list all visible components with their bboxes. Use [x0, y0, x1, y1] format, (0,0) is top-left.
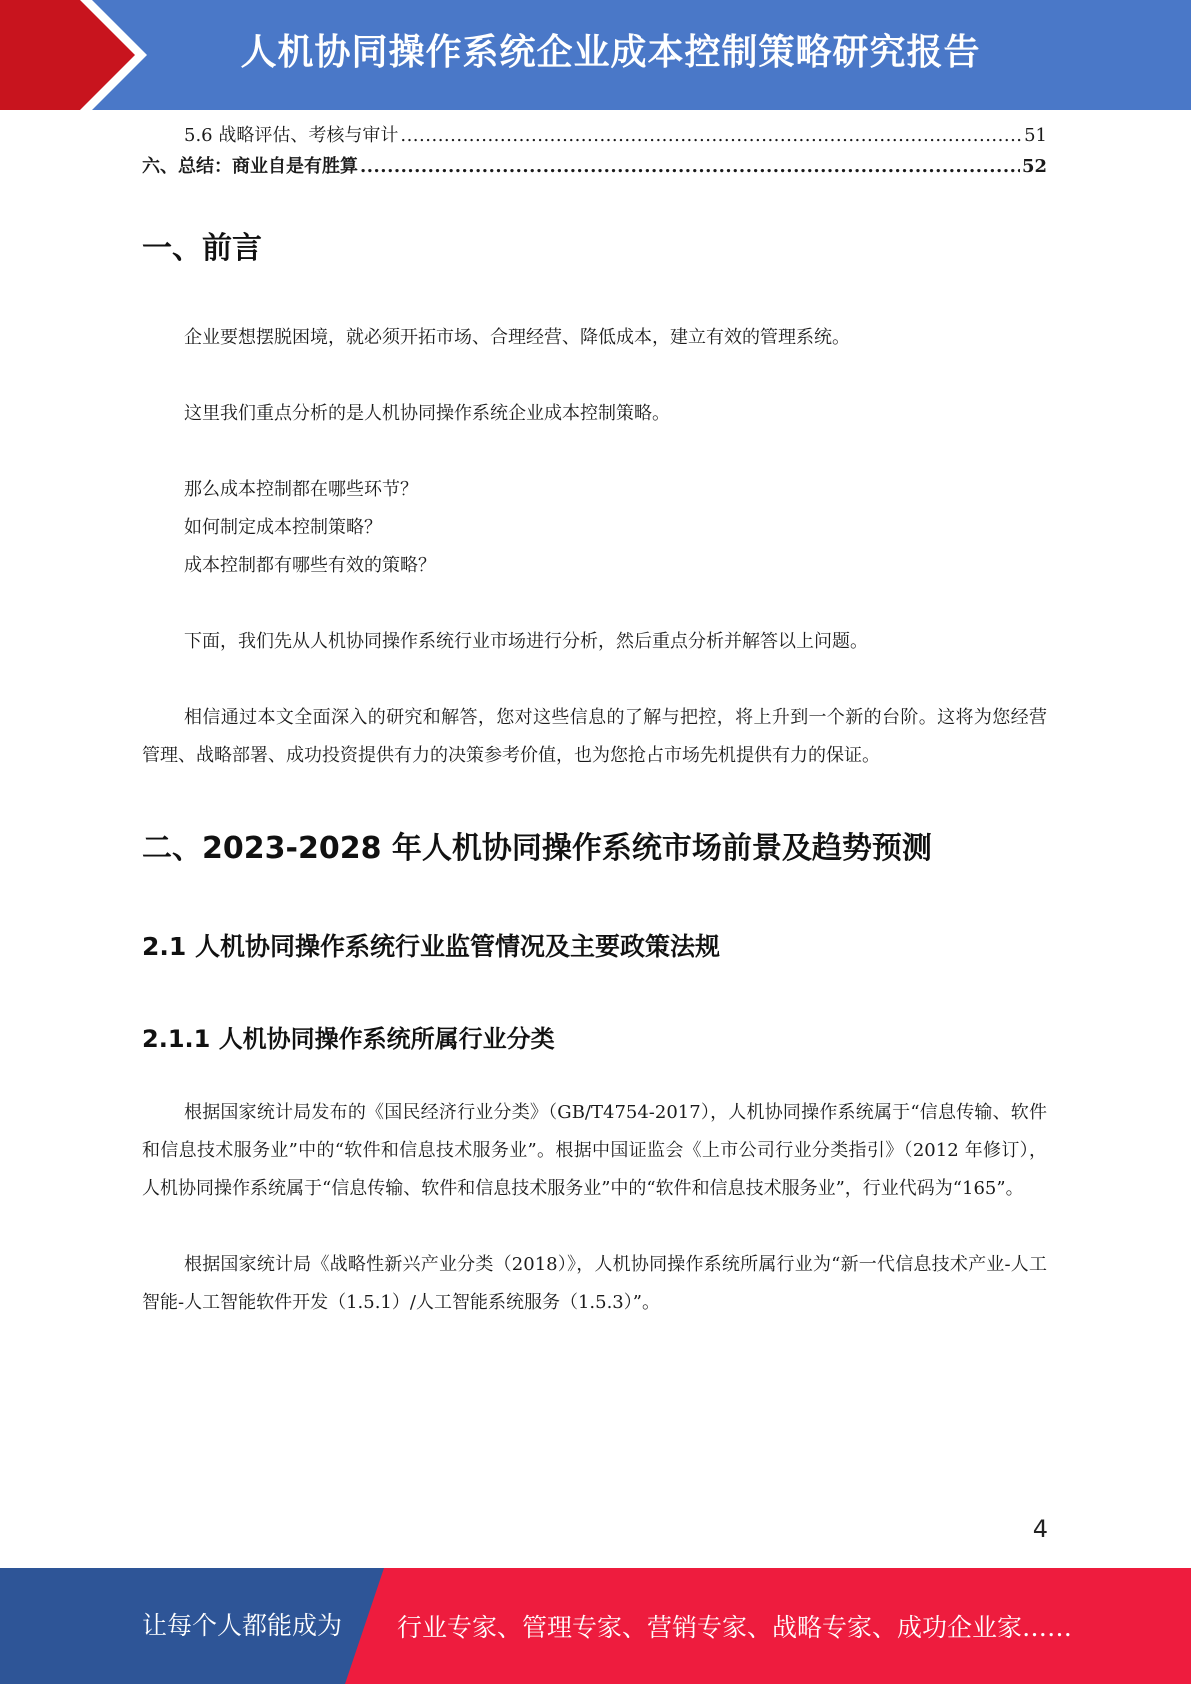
report-title: 人机协同操作系统企业成本控制策略研究报告 [240, 32, 981, 73]
toc-entry[interactable] [142, 151, 1047, 182]
question-line: 那么成本控制都在哪些环节？ [184, 479, 418, 500]
paragraph: 这里我们重点分析的是人机协同操作系统企业成本控制策略。 [184, 403, 670, 424]
section-heading-preface: 一、前言 [142, 231, 262, 266]
question-line: 如何制定成本控制策略？ [184, 517, 382, 538]
header-chevron-decoration [0, 0, 150, 110]
footer-slogan-left: 让每个人都能成为 [142, 1611, 343, 1640]
toc-entry-page: 51 [1024, 125, 1047, 146]
page-content [142, 120, 1047, 1322]
toc-leader-dots [400, 120, 1022, 151]
toc-entry[interactable] [142, 120, 1047, 151]
subsubsection-heading: 2.1.1 人机协同操作系统所属行业分类 [142, 1025, 555, 1053]
question-line: 成本控制都有哪些有效的策略？ [184, 555, 436, 576]
toc-entry-label: 5.6 战略评估、考核与审计 [184, 125, 399, 146]
paragraph: 相信通过本文全面深入的研究和解答，您对这些信息的了解与把控，将上升到一个新的台阶。这将为您经营管理、战略部署、成功投资提供有力的决策参考价值，也为您抢占市场先机提供有力的保证。 [142, 707, 1047, 766]
subsection-heading: 2.1 人机协同操作系统行业监管情况及主要政策法规 [142, 932, 720, 961]
toc-leader-dots [360, 151, 1020, 182]
toc-entry-page: 52 [1021, 156, 1047, 177]
paragraph: 下面，我们先从人机协同操作系统行业市场进行分析，然后重点分析并解答以上问题。 [184, 631, 868, 652]
footer-slogan-right: 行业专家、管理专家、营销专家、战略专家、成功企业家…… [397, 1613, 1073, 1642]
paragraph: 根据国家统计局《战略性新兴产业分类（2018）》，人机协同操作系统所属行业为“新一代信息技术产业-人工智能-人工智能软件开发（1.5.1）/人工智能系统服务（1.5.3）”。 [142, 1254, 1047, 1313]
report-header [0, 0, 1191, 110]
page-number: 4 [1032, 1515, 1048, 1543]
toc-entry-label: 六、总结：商业自是有胜算 [142, 156, 358, 177]
paragraph: 根据国家统计局发布的《国民经济行业分类》（GB/T4754-2017），人机协同操作系统属于“信息传输、软件和信息技术服务业”中的“软件和信息技术服务业”。根据中国证监会《上市公司行业分类指引》（2012 年修订），人机协同操作系统属于“信息传输、软件和信息技术服务业”中的“软件和信息技术服务业”，行业代码为“165”。 [142, 1102, 1047, 1199]
report-footer [0, 1568, 1191, 1684]
section-heading-market-outlook: 二、2023-2028 年人机协同操作系统市场前景及趋势预测 [142, 831, 932, 866]
paragraph: 企业要想摆脱困境，就必须开拓市场、合理经营、降低成本，建立有效的管理系统。 [184, 327, 850, 348]
